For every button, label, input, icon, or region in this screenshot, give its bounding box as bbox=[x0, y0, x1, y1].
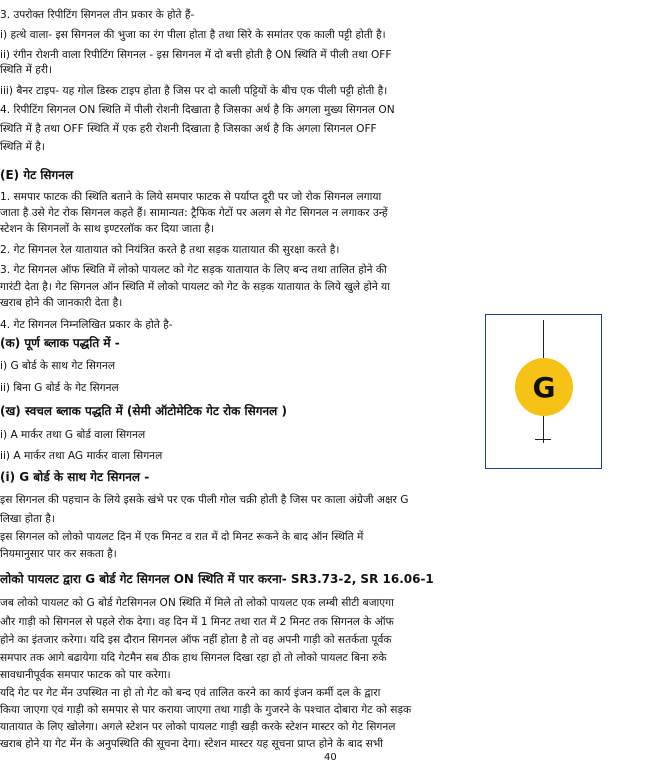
text-line: स्थिति में हरी। bbox=[0, 64, 52, 76]
text-line: यदि गेट पर गेट मेंन उपस्थित ना हो तो गेट को बन्द एवं तालित करने का कार्य इंजन कर्मी दल के द्वारा bbox=[0, 687, 381, 699]
g-board-signal-figure bbox=[485, 314, 602, 469]
text-line: स्टेशन के सिगनलों के साथ इण्टरलॉक कर दिया जाता है। bbox=[0, 223, 215, 235]
subheading-absolute-block: (क) पूर्ण ब्लाक पद्धति में - bbox=[0, 336, 120, 350]
text-line: स्थिति में है। bbox=[0, 141, 45, 153]
text-line: 1. समपार फाटक की स्थिति बताने के लिये समपार फाटक से पर्याप्त दूरी पर जो रोक सिगनल लगाया bbox=[0, 191, 382, 203]
g-board-disc bbox=[515, 358, 573, 416]
list-item: i) A मार्कर तथा G बोर्ड वाला सिगनल bbox=[0, 429, 146, 441]
text-line: i) हत्थे वाला- इस सिगनल की भुजा का रंग पीला होता है तथा सिरे के समांतर एक काली पट्टी होती है। bbox=[0, 29, 386, 41]
list-item: ii) बिना G बोर्ड के गेट सिगनल bbox=[0, 382, 119, 394]
section-heading-gate-signal: (E) गेट सिगनल bbox=[0, 168, 74, 182]
text-line: इस सिगनल की पहचान के लिये इसके खंभे पर एक पीली गोल चक्री होती है जिस पर काला अंग्रेजी अक्षर G bbox=[0, 494, 409, 506]
page-number: 40 bbox=[324, 752, 337, 763]
text-line: इस सिगनल को लोको पायलट दिन में एक मिनट व रात में दो मिनट रूकने के बाद ऑन स्थिति में bbox=[0, 531, 364, 543]
text-line: गारंटी देता है। गेट सिगनल ऑन स्थिति में लोको पायलट को गेट के सड़क यातायात के लिये खुले होने या bbox=[0, 281, 390, 293]
text-line: 3. गेट सिगनल ऑफ स्थिति में लोको पायलट को गेट सड़क यातायात के लिए बन्द तथा तालित होने की bbox=[0, 264, 387, 276]
text-line: जब लोको पायलट को G बोर्ड गेटसिगनल ON स्थिति में मिले तो लोको पायलट एक लम्बी सीटी बजाएगा bbox=[0, 597, 394, 609]
list-item: ii) A मार्कर तथा AG मार्कर वाला सिगनल bbox=[0, 450, 163, 462]
text-line: 4. गेट सिगनल निम्नलिखित प्रकार के होते है- bbox=[0, 319, 173, 331]
subheading-automatic-block: (ख) स्वचल ब्लाक पद्धति में (सेमी ऑटोमेटिक गेट रोक सिगनल ) bbox=[0, 404, 287, 418]
text-line: खराब होने की जानकारी देता है। bbox=[0, 297, 123, 309]
passing-g-board-heading: लोको पायलट द्वारा G बोर्ड गेट सिगनल ON स्थिति में पार करना- SR3.73-2, SR 16.06-1 bbox=[0, 572, 434, 586]
subheading-g-board-gate-signal: (i) G बोर्ड के साथ गेट सिगनल - bbox=[0, 470, 150, 484]
text-line: और गाड़ी को सिगनल से पहले रोक देगा। वह दिन में 1 मिनट तथा रात में 2 मिनट तक सिगनल के ऑफ bbox=[0, 616, 394, 628]
list-item: i) G बोर्ड के साथ गेट सिगनल bbox=[0, 360, 115, 372]
signal-post-base bbox=[535, 439, 551, 440]
text-line: किया जाएगा एवं गाड़ी को समपार से पार कराया जाएगा तथा गाड़ी के गुजरने के पश्चात दोबारा गेट को सड़क bbox=[0, 704, 412, 716]
text-line: यातायात के लिए खोलेगा। अगले स्टेशन पर लोको पायलट गाड़ी खड़ी करके स्टेशन मास्टर को गेट सिगनल bbox=[0, 721, 396, 733]
text-line: जाता है उसे गेट रोक सिगनल कहते हैं। सामान्यत: ट्रैफिक गेटों पर अलग से गेट सिगनल न लगाकर उन्हें bbox=[0, 207, 388, 219]
text-line: 2. गेट सिगनल रेल यातायात को नियंत्रित करते है तथा सड़क यातायात की सुरक्षा करते है। bbox=[0, 244, 340, 256]
text-line: नियमानुसार पार कर सकता है। bbox=[0, 548, 117, 560]
text-line: समपार तक आगे बढायेगा यदि गेटमैन सब ठीक हाथ सिगनल दिखा रहा हो तो लोको पायलट बिना रुके bbox=[0, 652, 387, 664]
g-board-letter: G bbox=[532, 370, 556, 404]
text-line: खराब होने या गेट मेंन के अनुपस्थिति की सूचना देगा। स्टेशन मास्टर यह सूचना प्राप्त होने के बाद सभी bbox=[0, 738, 384, 750]
text-line: सावधानीपूर्वक समपार फाटक को पार करेगा। bbox=[0, 669, 171, 681]
text-line: लिखा होता है। bbox=[0, 513, 55, 525]
text-line: स्थिति में है तथा OFF स्थिति में एक हरी रोशनी दिखाता है जिसका अर्थ है कि अगला सिगनल OFF bbox=[0, 123, 377, 135]
text-line: ii) रंगीन रोशनी वाला रिपीटिंग सिगनल - इस सिगनल में दो बत्ती होती है ON स्थिति में पीली तथा OFF bbox=[0, 49, 392, 61]
text-line: 4. रिपीटिंग सिगनल ON स्थिति में पीली रोशनी दिखाता है जिसका अर्थ है कि अगला मुख्य सिगनल ON bbox=[0, 104, 395, 116]
repeating-signal-types-heading: 3. उपरोक्त रिपीटिंग सिगनल तीन प्रकार के होते हैं- bbox=[0, 9, 195, 21]
text-line: होने का इंतजार करेगा। यदि इस दौरान सिगनल ऑफ नहीं होता है तो वह अपनी गाड़ी को सतर्कता पूर्वक bbox=[0, 634, 392, 646]
text-line: iii) बैनर टाइप- यह गोल डिस्क टाइप होता है जिस पर दो काली पट्टियों के बीच एक पीली पट्टी होती है। bbox=[0, 85, 388, 97]
